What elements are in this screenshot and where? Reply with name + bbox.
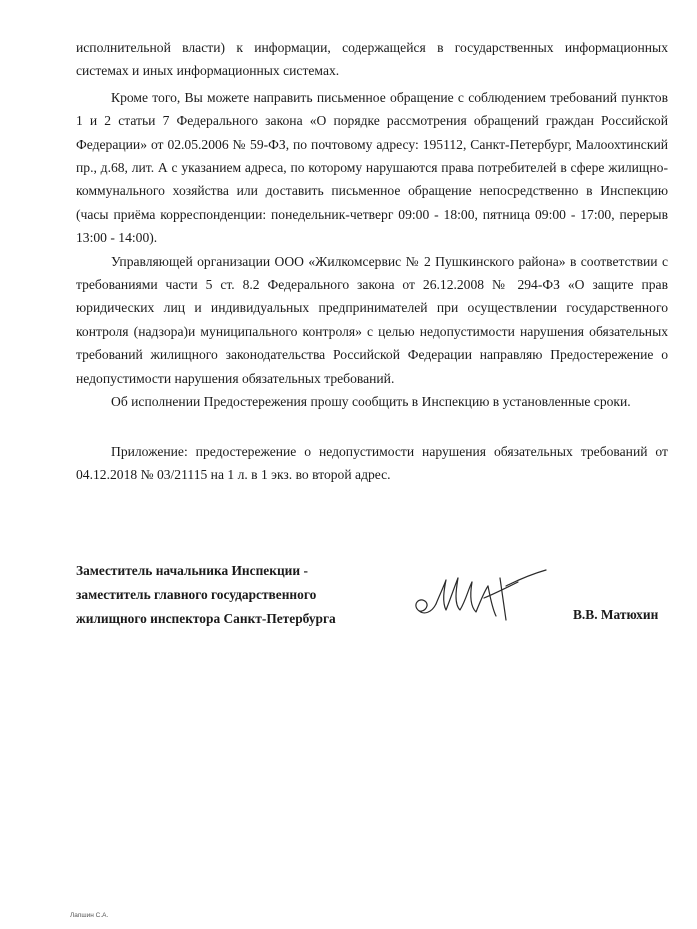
signatory-title <box>76 559 336 631</box>
paragraph-warning-basis: Управляющей организации ООО «Жилкомсервис № 2 Пушкинского района» в соответствии с требованиями части 5 ст. 8.2 Федерального закона от 26.12.2008 № 294-ФЗ «О защите прав юридических лиц и индивидуальных предпринимателей при осуществлении государственного контроля (надзора)и муниципального контроля» с целью недопустимости нарушения обязательных требований жилищного законодательства Российской Федерации направляю Предостережение о недопустимости нарушения обязательных требований. <box>76 253 668 386</box>
paragraph-appeal-info: Кроме того, Вы можете направить письменное обращение с соблюдением требований пунктов 1 и 2 статьи 7 Федерального закона «О порядке рассмотрения обращений граждан Российской Федерации» от 02.05.2006 № 59-ФЗ, по почтовому адресу: 195112, Санкт-Петербург, Малоохтинский пр., д.68, лит. А с указанием адреса, по которому нарушаются права потребителей в сфере жилищно-коммунального хозяйства или доставить письменное обращение непосредственно в Инспекцию (часы приёма корреспонденции: понедельник-четверг 09:00 - 18:00, пятница 09:00 - 17:00, перерыв 13:00 - 14:00). <box>76 89 668 246</box>
signatory-title-line: заместитель главного государственного <box>76 587 317 602</box>
paragraph-execution-request: Об исполнении Предостережения прошу сообщить в Инспекцию в установленные сроки. <box>111 394 631 410</box>
signatory-name: В.В. Матюхин <box>573 607 659 622</box>
paragraph-attachment: Приложение: предостережение о недопустимости нарушения обязательных требований от 04.12.2018 № 03/21115 на 1 л. в 1 экз. во второй адрес. <box>76 443 668 482</box>
signatory-title-line: Заместитель начальника Инспекции - <box>76 563 308 578</box>
signatory-title-line: жилищного инспектора Санкт-Петербурга <box>76 611 336 626</box>
handwritten-signature <box>410 566 550 626</box>
executor-name: Лапшин С.А. <box>70 912 109 919</box>
paragraph-continuation: исполнительной власти) к информации, содержащейся в государственных информационных системах и иных информационных системах. <box>76 40 668 79</box>
letter-body <box>76 36 668 486</box>
executor-note <box>70 912 108 920</box>
